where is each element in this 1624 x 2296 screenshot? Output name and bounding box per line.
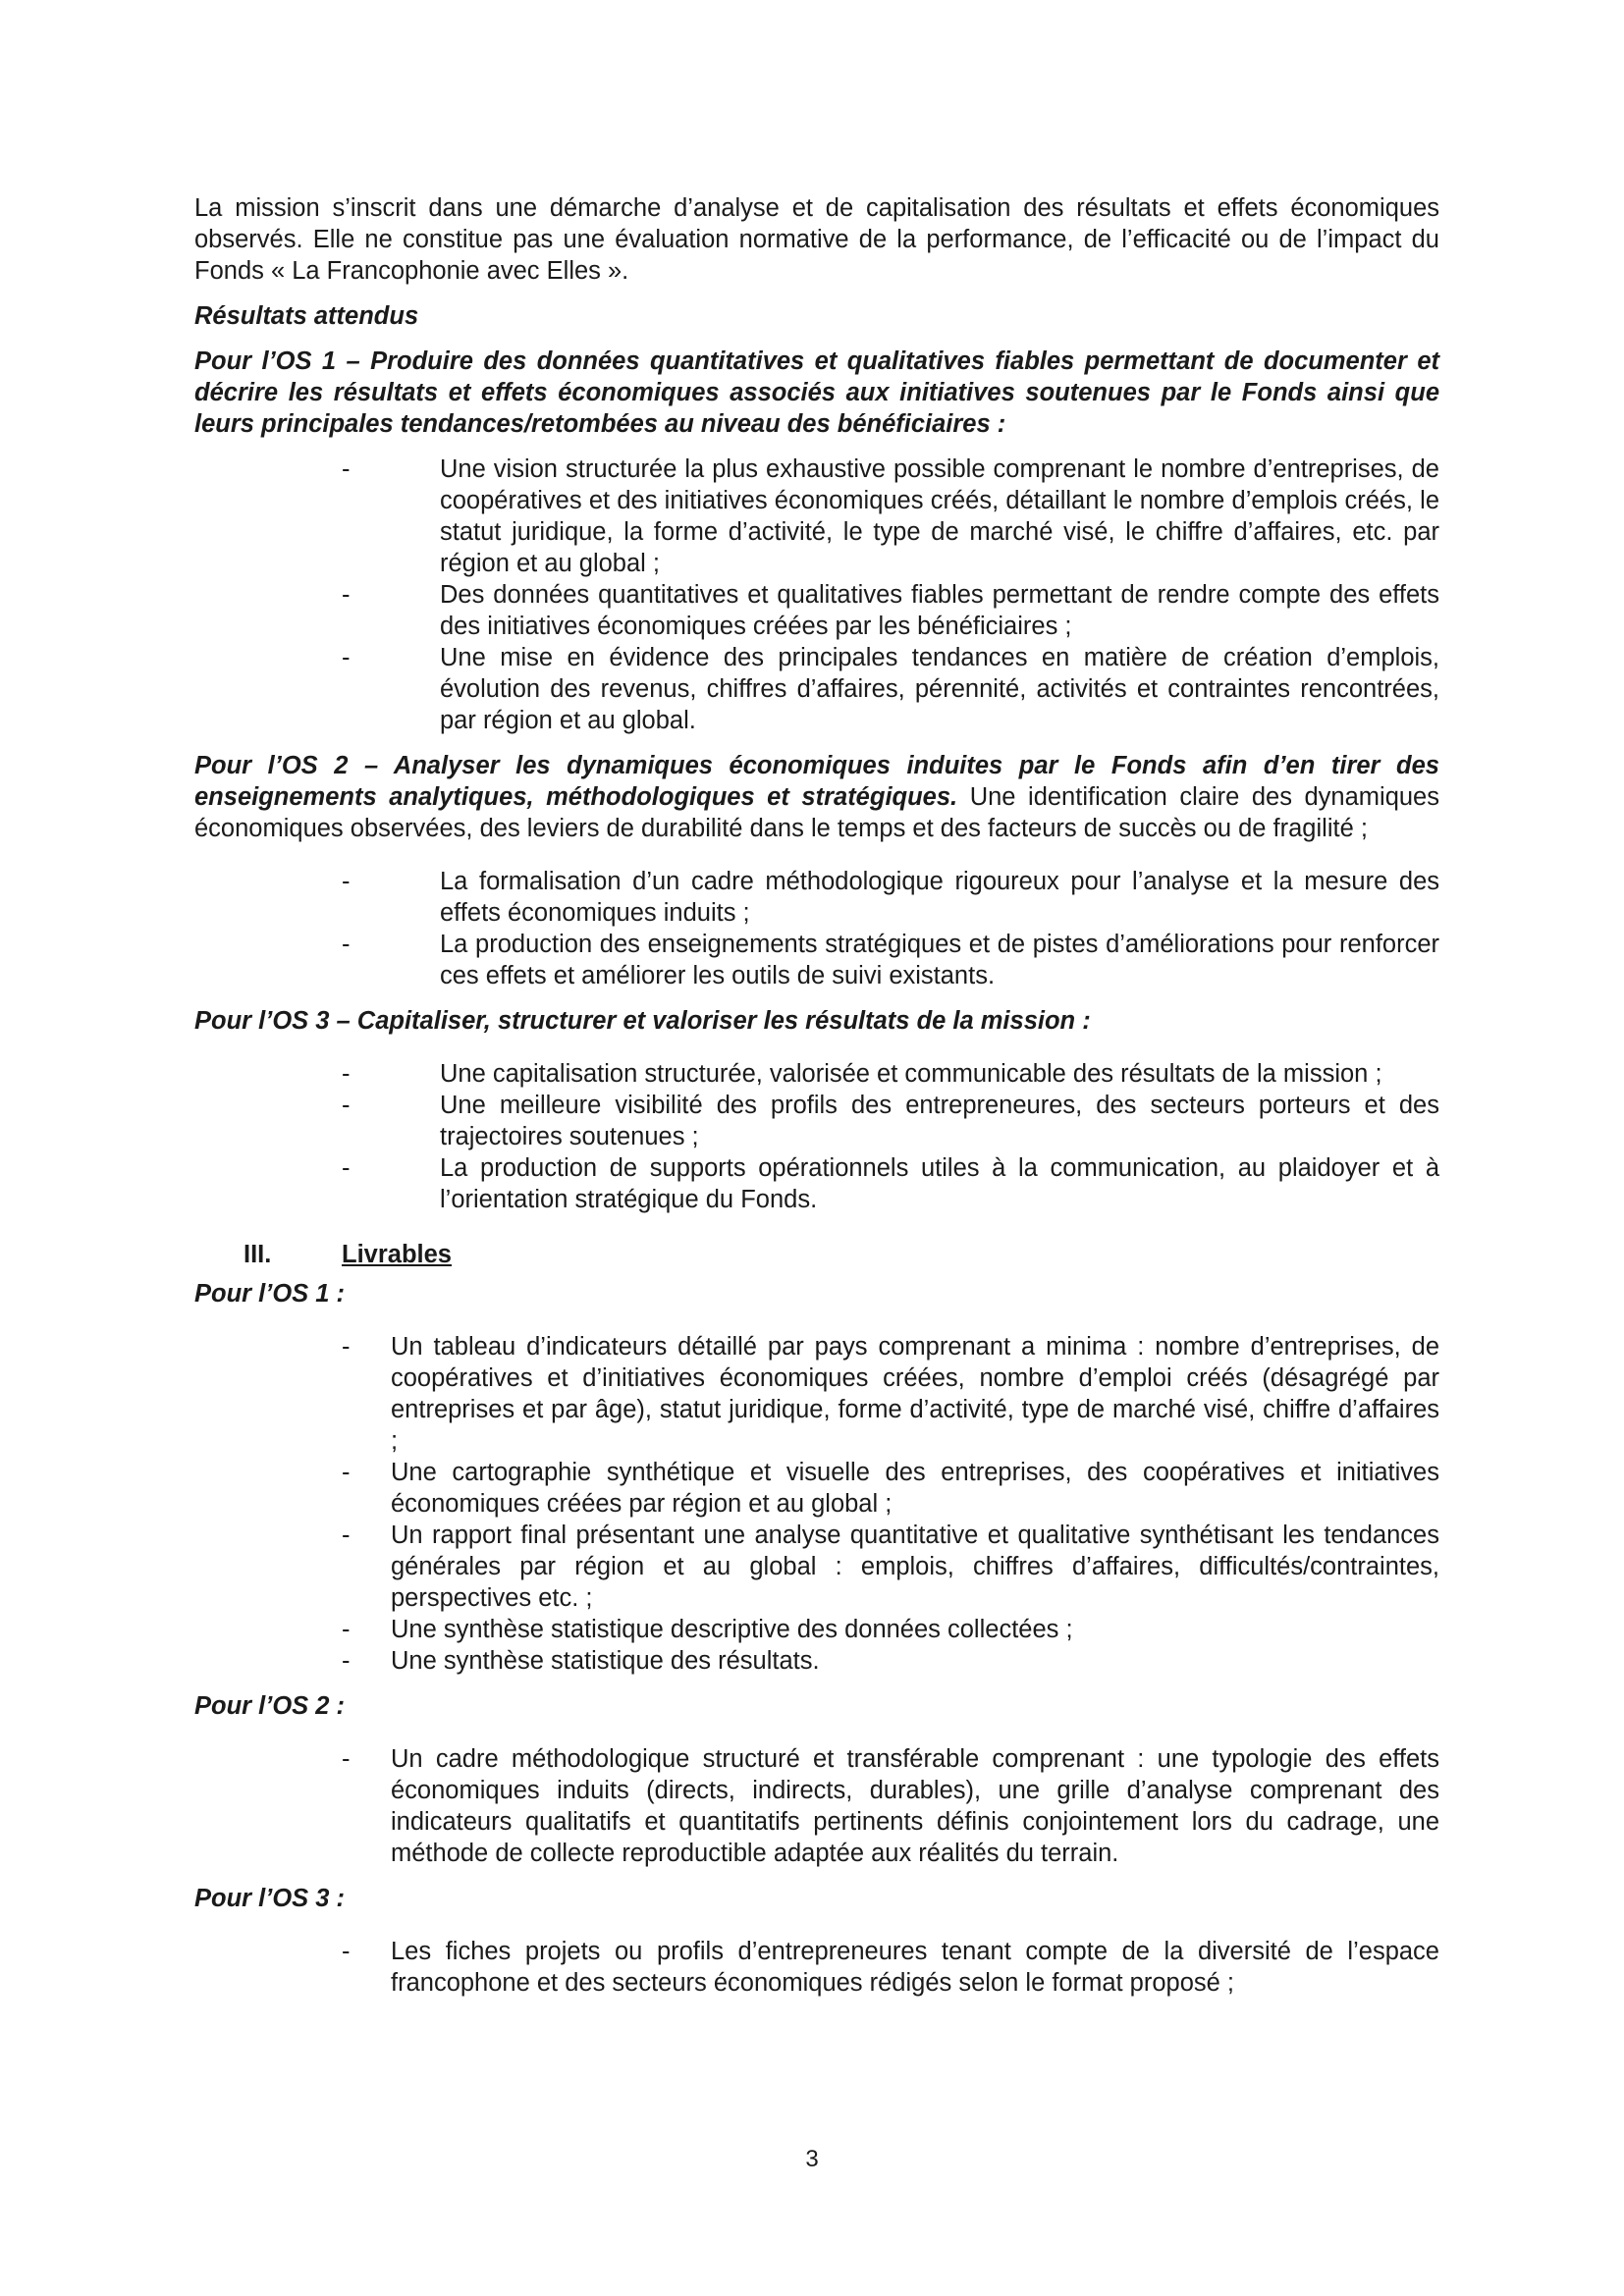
- resultats-os2-heading-tail: Une identification claire des dynamiques économiques observées, des leviers de durabilité dans le temps et des facteurs de succès ou de fragilité ;: [194, 783, 1439, 842]
- livrables-os1-list: [194, 1331, 1439, 1677]
- resultats-os1-list: [194, 454, 1439, 736]
- dash-bullet-icon: -: [342, 644, 351, 671]
- resultats-os3-list: [194, 1058, 1439, 1215]
- dash-bullet-icon: -: [342, 1333, 351, 1361]
- dash-bullet-icon: -: [342, 1938, 351, 1965]
- resultats-os2-paragraph: [194, 750, 1439, 844]
- resultats-os3-heading: Pour l’OS 3 – Capitaliser, structurer et valoriser les résultats de la mission :: [194, 1007, 1091, 1035]
- dash-bullet-icon: -: [342, 868, 351, 895]
- dash-bullet-icon: -: [342, 1745, 351, 1773]
- livrables-os1-heading: Pour l’OS 1 :: [194, 1280, 346, 1308]
- dash-bullet-icon: -: [342, 1616, 351, 1643]
- list-item: - Les fiches projets ou profils d’entrepreneures tenant compte de la diversité de l’espace francophone et des secteurs économiques rédigés selon le format proposé ;: [342, 1938, 1439, 1997]
- section-heading-livrables: [194, 1239, 1439, 1270]
- livrables-os3-list: [194, 1936, 1439, 1999]
- list-item: - Un tableau d’indicateurs détaillé par pays comprenant a minima : nombre d’entreprises, de coopératives et d’initiatives économiques créées, nombre d’emploi créés (désagrégé par entreprises et par âge), statut juridique, forme d’activité, type de marché visé, chiffre d’affaires ;: [342, 1333, 1439, 1455]
- dash-bullet-icon: -: [342, 931, 351, 958]
- list-item: - Un cadre méthodologique structuré et transférable comprenant : une typologie des effets économiques induits (directs, indirects, durables), une grille d’analyse comprenant des indicateurs qualitatifs et quantitatifs pertinents définis conjointement lors du cadrage, une méthode de collecte reproductible adaptée aux réalités du terrain.: [342, 1745, 1439, 1867]
- dash-bullet-icon: -: [342, 1092, 351, 1119]
- dash-bullet-icon: -: [342, 1459, 351, 1486]
- intro-paragraph: La mission s’inscrit dans une démarche d’analyse et de capitalisation des résultats et effets économiques observés. Elle ne constitue pas une évaluation normative de la performance, de l’efficacité ou de l’impact du Fonds « La Francophonie avec Elles ».: [194, 194, 1439, 285]
- resultats-os2-list: [194, 866, 1439, 991]
- resultats-os2-heading: Pour l’OS 2 – Analyser les dynamiques économiques induites par le Fonds afin d’en tirer des enseignements analytiques, méthodologiques et stratégiques.: [194, 752, 1439, 811]
- dash-bullet-icon: -: [342, 1522, 351, 1549]
- list-item: - Un rapport final présentant une analyse quantitative et qualitative synthétisant les tendances générales par région et au global : emplois, chiffres d’affaires, difficultés/contraintes, perspectives etc. ;: [342, 1522, 1439, 1612]
- section-number: III.: [244, 1241, 272, 1268]
- list-item: - Des données quantitatives et qualitatives fiables permettant de rendre compte des effets des initiatives économiques créées par les bénéficiaires ;: [342, 581, 1439, 640]
- dash-bullet-icon: -: [342, 581, 351, 609]
- dash-bullet-icon: -: [342, 1647, 351, 1675]
- list-item: - Une synthèse statistique des résultats.: [342, 1647, 820, 1675]
- dash-bullet-icon: -: [342, 455, 351, 483]
- list-item: - La formalisation d’un cadre méthodologique rigoureux pour l’analyse et la mesure des effets économiques induits ;: [342, 868, 1439, 927]
- livrables-os2-heading: Pour l’OS 2 :: [194, 1692, 346, 1720]
- page-number: 3: [805, 2146, 819, 2172]
- resultats-attendus-heading: Résultats attendus: [194, 302, 419, 330]
- list-item: - Une meilleure visibilité des profils des entrepreneures, des secteurs porteurs et des trajectoires soutenues ;: [342, 1092, 1439, 1150]
- list-item: - Une vision structurée la plus exhaustive possible comprenant le nombre d’entreprises, de coopératives et des initiatives économiques créés, détaillant le nombre d’emplois créés, le statut juridique, la forme d’activité, le type de marché visé, le chiffre d’affaires, etc. par région et au global ;: [342, 455, 1439, 577]
- section-title: Livrables: [342, 1241, 452, 1268]
- dash-bullet-icon: -: [342, 1060, 351, 1088]
- list-item: - La production de supports opérationnels utiles à la communication, au plaidoyer et à l’orientation stratégique du Fonds.: [342, 1154, 1439, 1213]
- livrables-os2-list: [194, 1743, 1439, 1869]
- livrables-os3-heading: Pour l’OS 3 :: [194, 1885, 346, 1912]
- list-item: - Une synthèse statistique descriptive des données collectées ;: [342, 1616, 1073, 1643]
- list-item: - Une capitalisation structurée, valorisée et communicable des résultats de la mission ;: [342, 1060, 1382, 1088]
- resultats-os1-heading: Pour l’OS 1 – Produire des données quantitatives et qualitatives fiables permettant de documenter et décrire les résultats et effets économiques associés aux initiatives soutenues par le Fonds ainsi que leurs principales tendances/retombées au niveau des bénéficiaires :: [194, 347, 1439, 438]
- list-item: - Une mise en évidence des principales tendances en matière de création d’emplois, évolution des revenus, chiffres d’affaires, pérennité, activités et contraintes rencontrées, par région et au global.: [342, 644, 1439, 734]
- list-item: - Une cartographie synthétique et visuelle des entreprises, des coopératives et initiatives économiques créées par région et au global ;: [342, 1459, 1439, 1518]
- dash-bullet-icon: -: [342, 1154, 351, 1182]
- document-page: [194, 192, 1439, 1999]
- list-item: - La production des enseignements stratégiques et de pistes d’améliorations pour renforcer ces effets et améliorer les outils de suivi existants.: [342, 931, 1439, 989]
